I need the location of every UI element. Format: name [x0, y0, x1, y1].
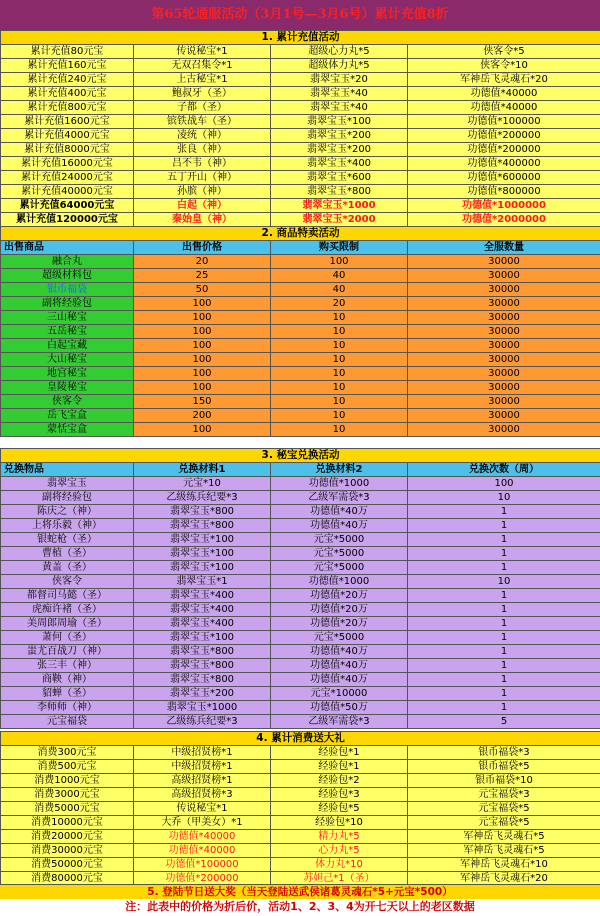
table-cell: 翡翠宝玉*800: [134, 673, 271, 687]
table-cell: 翡翠宝玉: [1, 477, 134, 491]
table-cell: 大乔（甲美女）*1: [134, 816, 271, 830]
table-cell: 副将经验包: [1, 491, 134, 505]
table-cell: 功德值*400000: [408, 157, 600, 171]
table-cell: 消费10000元宝: [1, 816, 134, 830]
table-cell: 1: [408, 589, 600, 603]
table-cell: 功德值*20万: [271, 617, 408, 631]
table-cell: 消费30000元宝: [1, 844, 134, 858]
table-cell: 20: [134, 255, 271, 269]
table-cell: 乙级练兵纪要*3: [134, 491, 271, 505]
table-cell: 消费3000元宝: [1, 788, 134, 802]
table-cell: 功德值*40万: [271, 659, 408, 673]
table-cell: 40: [271, 283, 408, 297]
table-cell: 虎痴许褚（圣）: [1, 603, 134, 617]
table-row: [1, 129, 600, 143]
table-row: [1, 87, 600, 101]
consumption-gift-table: [0, 731, 600, 886]
table-cell: 侠客令*10: [408, 59, 600, 73]
table-cell: 功德值*1000: [271, 477, 408, 491]
table-cell: 功德值*40万: [271, 673, 408, 687]
table-row: [1, 858, 600, 872]
table-row: [1, 746, 600, 760]
table-cell: 1: [408, 701, 600, 715]
section-header: 2. 商品特卖活动: [1, 227, 600, 241]
table-cell: 100: [134, 325, 271, 339]
table-cell: 10: [271, 339, 408, 353]
table-cell: 凌统（神）: [134, 129, 271, 143]
table-cell: 翡翠宝玉*400: [134, 603, 271, 617]
table-cell: 元宝*10: [134, 477, 271, 491]
table-cell: 30000: [408, 395, 600, 409]
table-row: [1, 73, 600, 87]
table-cell: 消费20000元宝: [1, 830, 134, 844]
table-row: [1, 185, 600, 199]
table-cell: 累计充值1600元宝: [1, 115, 134, 129]
table-cell: 150: [134, 395, 271, 409]
section-header: 4. 累计消费送大礼: [1, 732, 600, 746]
table-cell: 累计充值240元宝: [1, 73, 134, 87]
table-row: [1, 297, 600, 311]
table-cell: 10: [408, 491, 600, 505]
table-cell: 30000: [408, 381, 600, 395]
table-cell: 元宝*5000: [271, 533, 408, 547]
table-row: [1, 589, 600, 603]
table-cell: 翡翠宝玉*100: [134, 631, 271, 645]
table-cell: 镔铁战车（圣）: [134, 115, 271, 129]
column-header: 购买限制: [271, 241, 408, 255]
recharge-section-header: [1, 31, 600, 45]
table-cell: 黄盖（圣）: [1, 561, 134, 575]
table-cell: 军神岳飞灵魂石*20: [408, 872, 600, 886]
table-cell: 军神岳飞灵魂石*10: [408, 858, 600, 872]
table-cell: 10: [271, 423, 408, 437]
table-row: [1, 367, 600, 381]
table-row: [1, 575, 600, 589]
table-cell: 100: [134, 297, 271, 311]
table-cell: 10: [271, 409, 408, 423]
table-cell: 10: [408, 575, 600, 589]
table-cell: 100: [134, 311, 271, 325]
table-cell: 军神岳飞灵魂石*20: [408, 73, 600, 87]
table-row: [1, 491, 600, 505]
table-cell: 30000: [408, 311, 600, 325]
table-cell: 消费80000元宝: [1, 872, 134, 886]
table-cell: 25: [134, 269, 271, 283]
table-row: [1, 325, 600, 339]
table-cell: 功德值*40000: [408, 87, 600, 101]
table-cell: 萧何（圣）: [1, 631, 134, 645]
table-cell: 银蛇枪（圣）: [1, 533, 134, 547]
table-row: [1, 774, 600, 788]
table-cell: 翡翠宝玉*200: [134, 687, 271, 701]
table-cell: 翡翠宝玉*1000: [271, 199, 408, 213]
table-cell: 三山秘宝: [1, 311, 134, 325]
table-row: [1, 687, 600, 701]
table-cell: 元宝*5000: [271, 547, 408, 561]
table-cell: 翡翠宝玉*40: [271, 87, 408, 101]
column-header: 兑换材料2: [271, 463, 408, 477]
table-cell: 累计充值160元宝: [1, 59, 134, 73]
table-cell: 蚩尤百战刀（神）: [1, 645, 134, 659]
table-cell: 银币福袋*5: [408, 760, 600, 774]
price-note: 注：此表中的价格为折后价，活动1、2、3、4为开七天以上的老区数据: [0, 899, 600, 915]
table-cell: 1: [408, 631, 600, 645]
table-cell: 翡翠宝玉*2000: [271, 213, 408, 227]
table-cell: 中级招贤榜*1: [134, 746, 271, 760]
table-cell: 元宝福袋: [1, 715, 134, 729]
column-header: 出售价格: [134, 241, 271, 255]
table-cell: 翡翠宝玉*800: [134, 645, 271, 659]
table-cell: 经验包*1: [271, 760, 408, 774]
table-cell: 消费50000元宝: [1, 858, 134, 872]
table-cell: 累计充值400元宝: [1, 87, 134, 101]
table-cell: 30000: [408, 325, 600, 339]
table-cell: 累计充值8000元宝: [1, 143, 134, 157]
table-cell: 侠客令: [1, 395, 134, 409]
table-cell: 累计充值16000元宝: [1, 157, 134, 171]
table-row: [1, 255, 600, 269]
table-row: [1, 631, 600, 645]
table-row: [1, 617, 600, 631]
table-cell: 翡翠宝玉*100: [134, 533, 271, 547]
table-cell: 孙膑（神）: [134, 185, 271, 199]
table-cell: 翡翠宝玉*200: [271, 143, 408, 157]
table-row: [1, 505, 600, 519]
table-row: [1, 547, 600, 561]
table-cell: 1: [408, 673, 600, 687]
table-cell: 貂蝉（圣）: [1, 687, 134, 701]
table-cell: 功德值*100000: [134, 858, 271, 872]
table-cell: 50: [134, 283, 271, 297]
table-cell: 翡翠宝玉*100: [134, 561, 271, 575]
table-cell: 100: [271, 255, 408, 269]
table-cell: 1: [408, 505, 600, 519]
table-cell: 中级招贤榜*1: [134, 760, 271, 774]
table-cell: 1: [408, 603, 600, 617]
table-cell: 地宫秘宝: [1, 367, 134, 381]
table-row: [1, 381, 600, 395]
table-cell: 累计充值40000元宝: [1, 185, 134, 199]
table-cell: 经验包*3: [271, 788, 408, 802]
table-row: [1, 157, 600, 171]
table-cell: 翡翠宝玉*200: [271, 129, 408, 143]
table-cell: 都督司马懿（圣）: [1, 589, 134, 603]
table-cell: 经验包*2: [271, 774, 408, 788]
table-cell: 上将乐毅（神）: [1, 519, 134, 533]
table-cell: 元宝*5000: [271, 561, 408, 575]
table-cell: 美周郎周瑜（圣）: [1, 617, 134, 631]
table-cell: 翡翠宝玉*800: [134, 659, 271, 673]
table-cell: 传说秘宝*1: [134, 45, 271, 59]
table-cell: 精力丸*5: [271, 830, 408, 844]
table-row: [1, 659, 600, 673]
table-cell: 鲍叔牙（圣）: [134, 87, 271, 101]
table-cell: 经验包*1: [271, 746, 408, 760]
column-header: 兑换材料1: [134, 463, 271, 477]
table-cell: 元宝*5000: [271, 631, 408, 645]
table-cell: 张三丰（神）: [1, 659, 134, 673]
table-row: [1, 171, 600, 185]
recharge-table: [0, 30, 600, 227]
table-cell: 消费300元宝: [1, 746, 134, 760]
table-cell: 30000: [408, 353, 600, 367]
table-cell: 累计充值24000元宝: [1, 171, 134, 185]
table-cell: 五岳秘宝: [1, 325, 134, 339]
table-cell: 皇陵秘宝: [1, 381, 134, 395]
table-cell: 功德值*20万: [271, 603, 408, 617]
table-cell: 体力丸*10: [271, 858, 408, 872]
table-cell: 乙级军需袋*3: [271, 715, 408, 729]
table-row: [1, 673, 600, 687]
table-cell: 功德值*1000: [271, 575, 408, 589]
table-cell: 消费5000元宝: [1, 802, 134, 816]
table-row: [1, 561, 600, 575]
table-cell: 军神岳飞灵魂石*5: [408, 844, 600, 858]
table-row: [1, 802, 600, 816]
table-cell: 翡翠宝玉*800: [134, 505, 271, 519]
table-cell: 累计充值64000元宝: [1, 199, 134, 213]
table-cell: 1: [408, 659, 600, 673]
table-cell: 100: [134, 381, 271, 395]
table-cell: 30000: [408, 283, 600, 297]
table-cell: 30000: [408, 297, 600, 311]
table-row: [1, 423, 600, 437]
table-cell: 乙级军需袋*3: [271, 491, 408, 505]
table-cell: 30000: [408, 269, 600, 283]
table-row: [1, 101, 600, 115]
table-cell: 100: [408, 477, 600, 491]
table-cell: 功德值*40000: [408, 101, 600, 115]
table-cell: 高级招贤榜*3: [134, 788, 271, 802]
table-cell: 元宝*10000: [271, 687, 408, 701]
table-row: [1, 395, 600, 409]
exchange-columns: [1, 463, 600, 477]
table-cell: 100: [134, 367, 271, 381]
table-cell: 10: [271, 395, 408, 409]
table-cell: 经验包*5: [271, 802, 408, 816]
table-cell: 超级心力丸*5: [271, 45, 408, 59]
table-row: [1, 353, 600, 367]
table-cell: 元宝福袋*5: [408, 802, 600, 816]
section-header: 3. 秘宝兑换活动: [1, 449, 600, 463]
table-cell: 10: [271, 367, 408, 381]
table-row: [1, 533, 600, 547]
table-cell: 白起宝藏: [1, 339, 134, 353]
table-row: [1, 844, 600, 858]
table-cell: 30000: [408, 367, 600, 381]
table-cell: 苏妲己*1（圣）: [271, 872, 408, 886]
treasure-exchange-table: [0, 448, 600, 729]
table-cell: 1: [408, 561, 600, 575]
table-cell: 超级材料包: [1, 269, 134, 283]
table-cell: 功德值*1000000: [408, 199, 600, 213]
table-cell: 功德值*40万: [271, 519, 408, 533]
table-cell: 1: [408, 533, 600, 547]
special-sale-table: [0, 226, 600, 437]
column-header: 兑换物品: [1, 463, 134, 477]
table-cell: 经验包*10: [271, 816, 408, 830]
table-cell: 心力丸*5: [271, 844, 408, 858]
table-cell: 侠客令*5: [408, 45, 600, 59]
login-gift-header: 5. 登陆节日送大奖（当天登陆送武侯诸葛灵魂石*5+元宝*500）: [0, 884, 600, 899]
table-cell: 30000: [408, 409, 600, 423]
table-cell: 翡翠宝玉*400: [271, 157, 408, 171]
exchange-section-header: [1, 449, 600, 463]
table-cell: 20: [271, 297, 408, 311]
section-header: 1. 累计充值活动: [1, 31, 600, 45]
column-header: 出售商品: [1, 241, 134, 255]
table-cell: 蒙恬宝盒: [1, 423, 134, 437]
table-cell: 功德值*200000: [408, 129, 600, 143]
table-cell: 40: [271, 269, 408, 283]
table-cell: 超级体力丸*5: [271, 59, 408, 73]
table-row: [1, 311, 600, 325]
table-cell: 功德值*800000: [408, 185, 600, 199]
table-cell: 消费500元宝: [1, 760, 134, 774]
table-cell: 银币福袋*10: [408, 774, 600, 788]
table-cell: 功德值*20万: [271, 589, 408, 603]
table-cell: 1: [408, 645, 600, 659]
table-row: [1, 788, 600, 802]
table-cell: 传说秘宝*1: [134, 802, 271, 816]
table-cell: 消费1000元宝: [1, 774, 134, 788]
table-cell: 陈庆之（神）: [1, 505, 134, 519]
table-cell: 功德值*2000000: [408, 213, 600, 227]
consumption-section-header: [1, 732, 600, 746]
table-cell: 1: [408, 519, 600, 533]
table-cell: 5: [408, 715, 600, 729]
table-cell: 高级招贤榜*1: [134, 774, 271, 788]
table-cell: 30000: [408, 423, 600, 437]
table-cell: 军神岳飞灵魂石*5: [408, 830, 600, 844]
table-cell: 翡翠宝玉*1000: [134, 701, 271, 715]
table-cell: 30000: [408, 339, 600, 353]
sale-columns: [1, 241, 600, 255]
table-cell: 10: [271, 353, 408, 367]
table-cell: 乙级练兵纪要*3: [134, 715, 271, 729]
table-cell: 功德值*40000: [134, 844, 271, 858]
table-cell: 元宝福袋*5: [408, 816, 600, 830]
table-cell: 功德值*40万: [271, 645, 408, 659]
table-row: [1, 645, 600, 659]
table-cell: 功德值*600000: [408, 171, 600, 185]
table-cell: 10: [271, 381, 408, 395]
table-cell: 无双召集令*1: [134, 59, 271, 73]
table-cell: 功德值*40000: [134, 830, 271, 844]
table-cell: 功德值*200000: [134, 872, 271, 886]
table-cell: 大山秘宝: [1, 353, 134, 367]
table-cell: 功德值*40万: [271, 505, 408, 519]
table-cell: 功德值*50万: [271, 701, 408, 715]
table-cell: 200: [134, 409, 271, 423]
table-row: [1, 59, 600, 73]
table-cell: 翡翠宝玉*400: [134, 589, 271, 603]
column-header: 全服数量: [408, 241, 600, 255]
table-cell: 五丁开山（神）: [134, 171, 271, 185]
table-row: [1, 283, 600, 297]
table-cell: 吕不韦（神）: [134, 157, 271, 171]
table-cell: 翡翠宝玉*40: [271, 101, 408, 115]
table-cell: 累计充值800元宝: [1, 101, 134, 115]
table-cell: 100: [134, 339, 271, 353]
table-cell: 100: [134, 353, 271, 367]
table-cell: 秦始皇（神）: [134, 213, 271, 227]
table-cell: 翡翠宝玉*600: [271, 171, 408, 185]
table-row: [1, 339, 600, 353]
table-row: [1, 816, 600, 830]
table-cell: 累计充值120000元宝: [1, 213, 134, 227]
table-cell: 翡翠宝玉*20: [271, 73, 408, 87]
table-cell: 李师师（神）: [1, 701, 134, 715]
column-header: 兑换次数（周）: [408, 463, 600, 477]
table-cell: 白起（神）: [134, 199, 271, 213]
table-cell: 100: [134, 423, 271, 437]
table-row: [1, 213, 600, 227]
table-cell: 翡翠宝玉*100: [134, 547, 271, 561]
table-row: [1, 409, 600, 423]
table-cell: 银币福袋*3: [408, 746, 600, 760]
table-row: [1, 701, 600, 715]
table-cell: 张良（神）: [134, 143, 271, 157]
table-cell: 商鞅（神）: [1, 673, 134, 687]
table-cell: 元宝福袋*3: [408, 788, 600, 802]
table-cell: 子都（圣）: [134, 101, 271, 115]
table-cell: 上古秘宝*1: [134, 73, 271, 87]
table-cell: 曹植（圣）: [1, 547, 134, 561]
table-cell: 翡翠宝玉*1: [134, 575, 271, 589]
table-cell: 银币福袋: [1, 283, 134, 297]
table-cell: 翡翠宝玉*100: [271, 115, 408, 129]
table-row: [1, 760, 600, 774]
table-row: [1, 199, 600, 213]
table-row: [1, 143, 600, 157]
table-row: [1, 715, 600, 729]
table-cell: 累计充值80元宝: [1, 45, 134, 59]
table-row: [1, 45, 600, 59]
table-cell: 累计充值4000元宝: [1, 129, 134, 143]
table-cell: 30000: [408, 255, 600, 269]
table-cell: 侠客令: [1, 575, 134, 589]
table-row: [1, 603, 600, 617]
table-row: [1, 477, 600, 491]
table-cell: 融合丸: [1, 255, 134, 269]
table-row: [1, 519, 600, 533]
table-cell: 岳飞宝盒: [1, 409, 134, 423]
table-cell: 1: [408, 687, 600, 701]
table-cell: 翡翠宝玉*800: [271, 185, 408, 199]
table-cell: 功德值*200000: [408, 143, 600, 157]
table-row: [1, 830, 600, 844]
table-cell: 10: [271, 311, 408, 325]
table-row: [1, 115, 600, 129]
table-cell: 翡翠宝玉*800: [134, 519, 271, 533]
table-cell: 10: [271, 325, 408, 339]
sale-section-header: [1, 227, 600, 241]
table-cell: 翡翠宝玉*400: [134, 617, 271, 631]
table-cell: 副将经验包: [1, 297, 134, 311]
table-cell: 1: [408, 547, 600, 561]
table-cell: 1: [408, 617, 600, 631]
table-cell: 功德值*100000: [408, 115, 600, 129]
table-row: [1, 269, 600, 283]
page-title: 第65轮通服活动（3月1号—3月6号）累计充值8折: [0, 0, 600, 30]
